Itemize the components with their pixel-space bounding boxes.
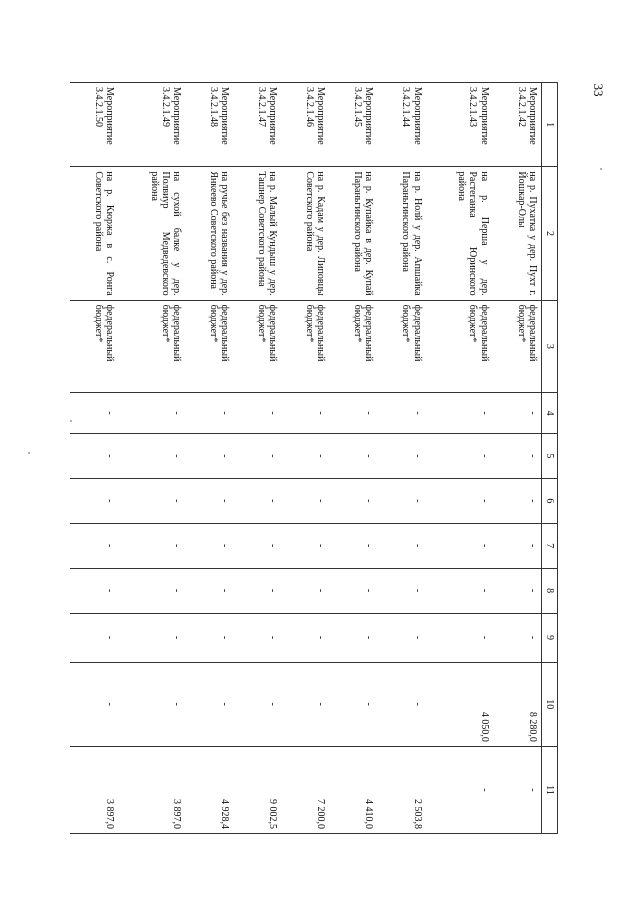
funding-source-cell: федеральный бюджет*	[281, 300, 329, 393]
event-cell: Мероприятие 3.4.2.1.47	[233, 83, 281, 167]
value-cell: 4 410,0	[329, 746, 377, 833]
value-cell: -	[118, 613, 185, 662]
value-cell: -	[426, 568, 493, 613]
value-cell: -	[185, 662, 233, 746]
value-cell: -	[493, 478, 542, 523]
col-header: 2	[542, 167, 558, 300]
value-cell: 8 280,0	[493, 662, 542, 746]
value-cell: -	[233, 662, 281, 746]
value-cell: -	[233, 613, 281, 662]
value-cell: -	[118, 523, 185, 568]
value-cell: 3 897,0	[70, 746, 118, 833]
funding-source-cell: федеральный бюджет*	[426, 300, 493, 393]
event-cell: Мероприятие 3.4.2.1.50	[70, 83, 118, 167]
value-cell: -	[185, 613, 233, 662]
description-cell: на р. Кадам у дер. Липовцы Советского района	[281, 167, 329, 300]
description-cell: на сухой балке у дер. Полвиур Медведевского района	[118, 167, 185, 300]
value-cell: -	[185, 433, 233, 478]
value-cell: -	[233, 478, 281, 523]
table-row	[70, 83, 118, 834]
value-cell: -	[377, 478, 425, 523]
event-cell: Мероприятие 3.4.2.1.49	[118, 83, 185, 167]
page-number: 33	[591, 83, 606, 97]
value-cell: -	[329, 478, 377, 523]
col-header: 6	[542, 478, 558, 523]
value-cell: -	[426, 433, 493, 478]
col-header: 3	[542, 300, 558, 393]
description-cell: на ручье без названия у дер. Янкеево Советского района	[185, 167, 233, 300]
value-cell: 7 200,0	[281, 746, 329, 833]
value-cell: -	[426, 523, 493, 568]
value-cell: -	[70, 613, 118, 662]
value-cell: -	[329, 393, 377, 434]
value-cell: -	[377, 393, 425, 434]
value-cell: -	[281, 613, 329, 662]
event-cell: Мероприятие 3.4.2.1.46	[281, 83, 329, 167]
value-cell: -	[70, 393, 118, 434]
funding-source-cell: федеральный бюджет*	[377, 300, 425, 393]
event-cell: Мероприятие 3.4.2.1.45	[329, 83, 377, 167]
value-cell: -	[377, 433, 425, 478]
description-cell: на р. Пухатка у дер. Пухт г. Йошкар-Олы	[493, 167, 542, 300]
event-cell: Мероприятие 3.4.2.1.43	[426, 83, 493, 167]
value-cell: -	[70, 568, 118, 613]
col-header: 8	[542, 568, 558, 613]
budget-table	[70, 82, 558, 834]
table-row	[118, 83, 185, 834]
value-cell: -	[70, 523, 118, 568]
value-cell: -	[329, 613, 377, 662]
value-cell: -	[233, 433, 281, 478]
value-cell: -	[493, 746, 542, 833]
table-row	[377, 83, 425, 834]
value-cell: -	[233, 568, 281, 613]
value-cell: -	[281, 478, 329, 523]
table-row	[329, 83, 377, 834]
value-cell: 4 050,0	[426, 662, 493, 746]
col-header: 11	[542, 746, 558, 833]
value-cell: -	[377, 662, 425, 746]
value-cell: -	[281, 433, 329, 478]
value-cell: -	[329, 568, 377, 613]
value-cell: -	[426, 746, 493, 833]
description-cell: на р. Малый Кундыш у дер. Ташнер Советского района	[233, 167, 281, 300]
description-cell: на р. Купайка в дер. Купай Параньгинского района	[329, 167, 377, 300]
value-cell: -	[493, 613, 542, 662]
col-header: 5	[542, 433, 558, 478]
value-cell: 2 503,8	[377, 746, 425, 833]
col-header: 4	[542, 393, 558, 434]
table-row	[426, 83, 493, 834]
event-cell: Мероприятие 3.4.2.1.44	[377, 83, 425, 167]
value-cell: -	[281, 568, 329, 613]
col-header: 9	[542, 613, 558, 662]
value-cell: -	[493, 568, 542, 613]
value-cell: -	[281, 393, 329, 434]
value-cell: -	[118, 433, 185, 478]
col-header: 10	[542, 662, 558, 746]
funding-source-cell: федеральный бюджет*	[493, 300, 542, 393]
funding-source-cell: федеральный бюджет*	[233, 300, 281, 393]
value-cell: -	[185, 393, 233, 434]
value-cell: -	[118, 478, 185, 523]
value-cell: -	[493, 393, 542, 434]
rotated-table-container	[70, 82, 558, 834]
table-row	[281, 83, 329, 834]
table-row	[493, 83, 542, 834]
value-cell: -	[233, 393, 281, 434]
col-header: 7	[542, 523, 558, 568]
event-cell: Мероприятие 3.4.2.1.48	[185, 83, 233, 167]
value-cell: -	[185, 568, 233, 613]
value-cell: -	[426, 393, 493, 434]
value-cell: -	[185, 478, 233, 523]
scan-speck	[28, 452, 30, 454]
table-row	[185, 83, 233, 834]
value-cell: -	[118, 568, 185, 613]
description-cell: на р. Кюржа в с. Ронга Советского района	[70, 167, 118, 300]
value-cell: -	[329, 523, 377, 568]
value-cell: 9 002,5	[233, 746, 281, 833]
col-header: 1	[542, 83, 558, 167]
value-cell: -	[329, 662, 377, 746]
table-body	[70, 83, 542, 834]
scan-speck	[600, 168, 602, 170]
value-cell: -	[493, 523, 542, 568]
value-cell: -	[329, 433, 377, 478]
value-cell: -	[70, 433, 118, 478]
value-cell: -	[377, 568, 425, 613]
value-cell: -	[233, 523, 281, 568]
description-cell: на р. Перша у дер. Растеганка Юринского района	[426, 167, 493, 300]
header-row	[542, 83, 558, 834]
value-cell: 4 928,4	[185, 746, 233, 833]
value-cell: -	[118, 393, 185, 434]
funding-source-cell: федеральный бюджет*	[70, 300, 118, 393]
value-cell: -	[118, 662, 185, 746]
description-cell: на р. Нолй у дер. Апшайка Параньгинского района	[377, 167, 425, 300]
funding-source-cell: федеральный бюджет*	[118, 300, 185, 393]
value-cell: -	[377, 523, 425, 568]
funding-source-cell: федеральный бюджет*	[185, 300, 233, 393]
value-cell: -	[426, 478, 493, 523]
value-cell: 3 897,0	[118, 746, 185, 833]
value-cell: -	[185, 523, 233, 568]
value-cell: -	[493, 433, 542, 478]
event-cell: Мероприятие 3.4.2.1.42	[493, 83, 542, 167]
value-cell: -	[281, 523, 329, 568]
table-row	[233, 83, 281, 834]
funding-source-cell: федеральный бюджет*	[329, 300, 377, 393]
value-cell: -	[70, 662, 118, 746]
value-cell: -	[377, 613, 425, 662]
value-cell: -	[281, 662, 329, 746]
value-cell: -	[70, 478, 118, 523]
value-cell: -	[426, 613, 493, 662]
